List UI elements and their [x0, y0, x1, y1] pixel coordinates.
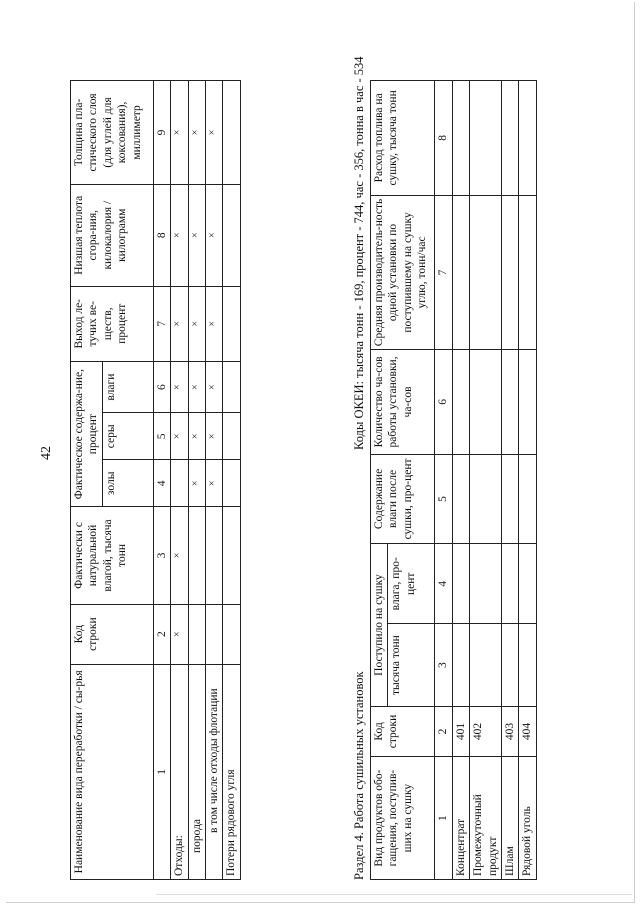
cell	[223, 184, 240, 286]
table-row	[519, 81, 536, 880]
okei-codes: Коды ОКЕИ: тысяча тонн - 169, процент - 744, час - 356, тонна в час - 534	[352, 56, 366, 450]
header-received: Поступило на сушку	[371, 544, 388, 707]
cell: ×	[171, 286, 188, 361]
table-row	[452, 81, 469, 880]
row-name: в том числе отходы флотации	[205, 664, 222, 879]
col-num: 4	[435, 544, 452, 624]
column-number-row	[435, 81, 452, 880]
cell	[470, 544, 502, 624]
cell: ×	[205, 81, 222, 185]
col-num: 1	[153, 664, 170, 879]
cell	[519, 624, 536, 706]
cell	[470, 81, 502, 196]
row-name: Отходы:	[171, 664, 188, 879]
section-title: Раздел 4. Работа сушильных установок	[352, 671, 366, 880]
header-moisture: влаги	[102, 361, 153, 412]
header-heat: Низшая теплота сгора-ния, килокалория /килограмм	[71, 184, 154, 286]
row-code: 402	[470, 706, 502, 756]
cell	[519, 454, 536, 544]
header-name: Наименование вида переработки / сы-рья	[71, 664, 154, 879]
col-num: 4	[153, 460, 170, 507]
cell	[501, 624, 518, 706]
col-num: 9	[153, 81, 170, 185]
product-name: Концентрат	[452, 757, 469, 880]
row-code: 404	[519, 706, 536, 756]
header-actual-natural: Фактически с натуральной влагой, тысяча тонн	[71, 507, 154, 604]
cell: ×	[188, 361, 205, 412]
table-row	[205, 81, 222, 880]
product-name: Рядовой уголь	[519, 757, 536, 880]
cell: ×	[171, 604, 188, 664]
header-productivity: Средняя производитель-ность одной установки по поступившему на сушку углю, тонн/час	[371, 195, 435, 349]
cell	[452, 454, 469, 544]
rotated-content	[70, 56, 630, 880]
cell	[452, 624, 469, 706]
processing-table	[70, 80, 241, 880]
header-after: Содержание влаги после сушки, про-цент	[371, 454, 435, 544]
col-num: 1	[435, 757, 452, 880]
divider	[156, 894, 632, 895]
column-number-row	[153, 81, 170, 880]
cell	[501, 350, 518, 454]
cell: ×	[205, 361, 222, 412]
header-ash: золы	[102, 460, 153, 507]
cell: ×	[188, 413, 205, 460]
cell: ×	[188, 460, 205, 507]
header-sulfur: серы	[102, 413, 153, 460]
cell	[519, 81, 536, 196]
cell	[223, 361, 240, 412]
row-code: 403	[501, 706, 518, 756]
cell	[452, 544, 469, 624]
cell: ×	[188, 184, 205, 286]
table-row	[171, 81, 188, 880]
header-moisture: влага, про-цент	[388, 544, 435, 624]
cell: ×	[171, 184, 188, 286]
drying-table	[370, 80, 537, 880]
cell	[470, 350, 502, 454]
cell	[519, 544, 536, 624]
cell	[452, 81, 469, 196]
col-num: 2	[435, 706, 452, 756]
col-num: 8	[435, 81, 452, 196]
col-num: 8	[153, 184, 170, 286]
col-num: 7	[153, 286, 170, 361]
cell	[519, 350, 536, 454]
header-code: Код строки	[371, 706, 435, 756]
cell	[501, 81, 518, 196]
cell: ×	[205, 286, 222, 361]
col-num: 3	[153, 507, 170, 604]
cell	[171, 460, 188, 507]
header-plastic: Толщина пла-стического слоя (для углей для коксования), миллиметр	[71, 81, 154, 185]
cell	[223, 507, 240, 604]
table-row	[188, 81, 205, 880]
product-name: Шлам	[501, 757, 518, 880]
header-hours: Количество ча-сов работы установки, ча-сов	[371, 350, 435, 454]
cell: ×	[205, 413, 222, 460]
row-name: порода	[188, 664, 205, 879]
header-volatile: Выход ле-тучих ве-ществ, процент	[71, 286, 154, 361]
cell: ×	[171, 413, 188, 460]
page-number: 42	[39, 446, 54, 460]
col-num: 5	[153, 413, 170, 460]
col-num: 6	[435, 350, 452, 454]
cell	[188, 604, 205, 664]
col-num: 7	[435, 195, 452, 349]
header-product: Вид продуктов обо-гащения, поступив-ших на сушку	[371, 757, 435, 880]
cell	[470, 624, 502, 706]
col-num: 3	[435, 624, 452, 706]
cell	[223, 413, 240, 460]
cell	[205, 604, 222, 664]
table-row	[470, 81, 502, 880]
cell	[501, 195, 518, 349]
cell	[188, 507, 205, 604]
product-name: Промежуточный продукт	[470, 757, 502, 880]
header-code: Код строки	[71, 604, 154, 664]
header-actual-content: Фактическое содержа-ние, процент	[71, 361, 103, 506]
cell: ×	[188, 81, 205, 185]
cell	[223, 460, 240, 507]
col-num: 2	[153, 604, 170, 664]
header-thousand-tons: тысяча тонн	[388, 624, 435, 706]
cell	[452, 195, 469, 349]
cell: ×	[188, 286, 205, 361]
cell: ×	[171, 361, 188, 412]
cell	[205, 507, 222, 604]
cell	[501, 454, 518, 544]
cell	[223, 286, 240, 361]
cell: ×	[171, 81, 188, 185]
cell	[501, 544, 518, 624]
cell	[452, 350, 469, 454]
table-row	[223, 81, 240, 880]
col-num: 6	[153, 361, 170, 412]
row-code: 401	[452, 706, 469, 756]
table-row	[501, 81, 518, 880]
col-num: 5	[435, 454, 452, 544]
cell	[470, 454, 502, 544]
header-fuel: Расход топлива на сушку, тысяча тонн	[371, 81, 435, 196]
cell: ×	[205, 184, 222, 286]
cell	[519, 195, 536, 349]
row-name: Потери рядового угля	[223, 664, 240, 879]
cell	[223, 604, 240, 664]
cell: ×	[171, 507, 188, 604]
cell	[470, 195, 502, 349]
cell: ×	[205, 460, 222, 507]
cell	[223, 81, 240, 185]
